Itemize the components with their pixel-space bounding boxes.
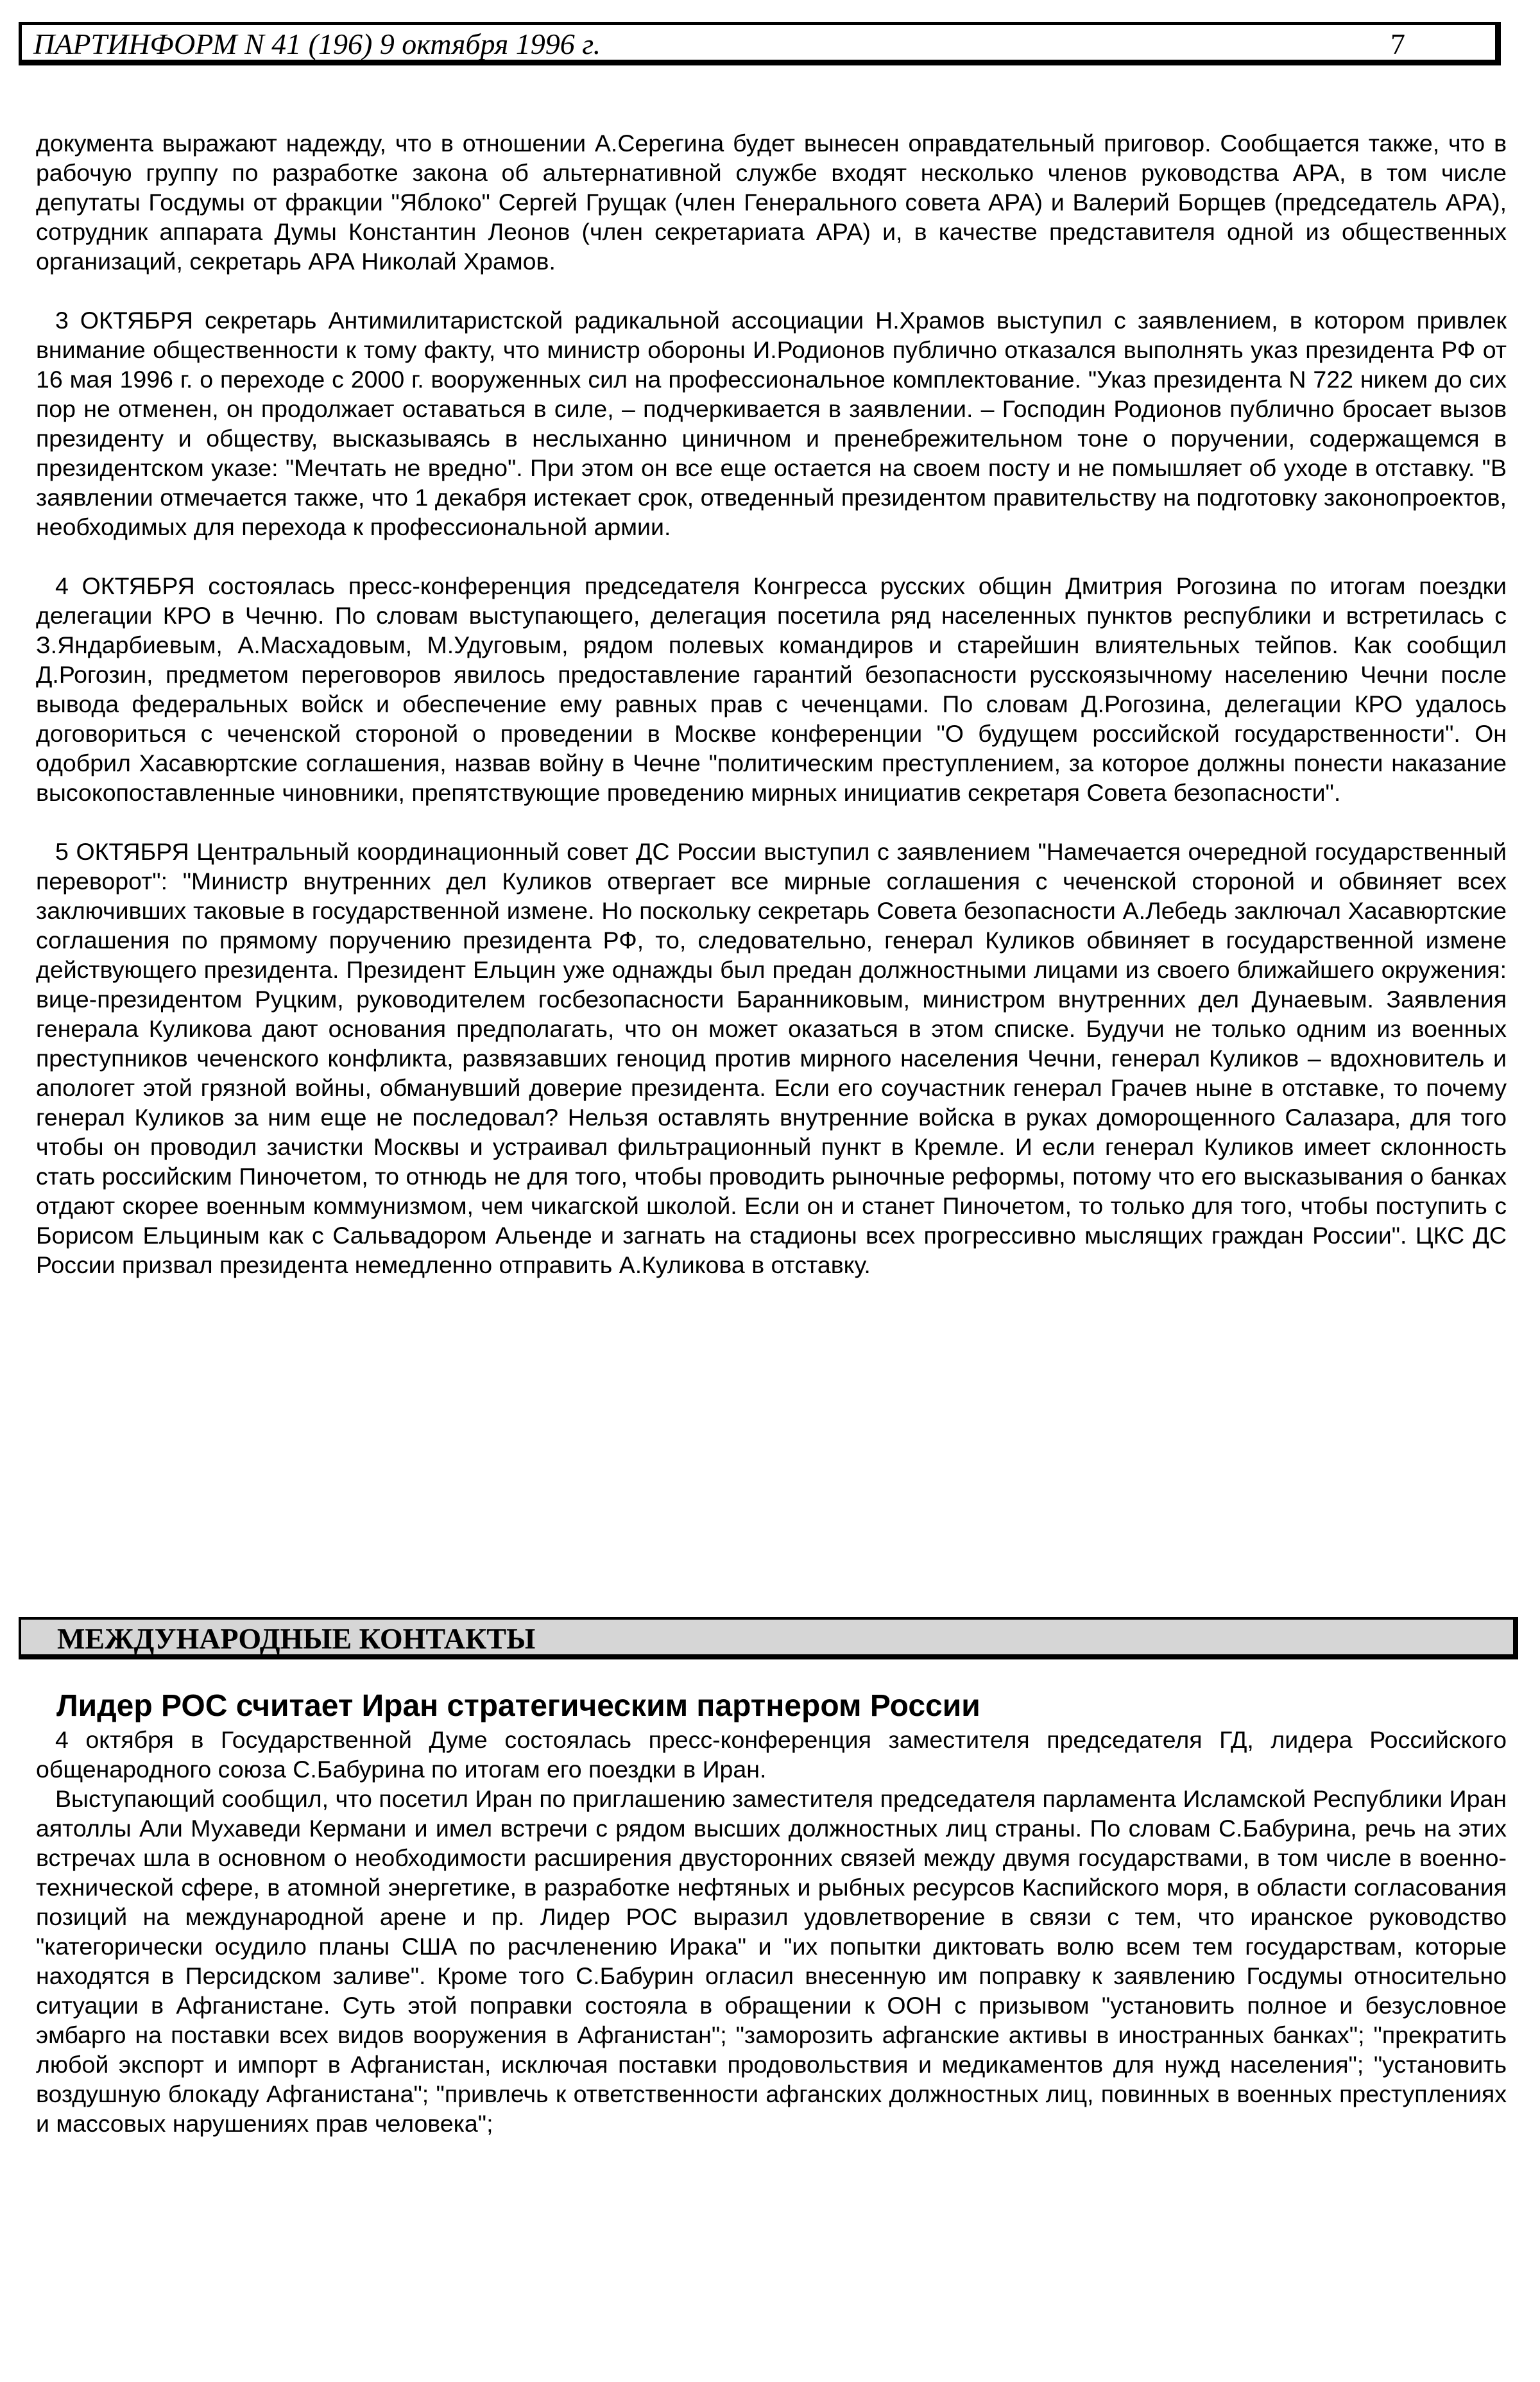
- news-paragraph-oct-4: 4 ОКТЯБРЯ состоялась пресс-конференция председателя Конгресса русских общин Дмитрия Рогозина по итогам поездки делегации КРО в Чечню. По словам выступающего, делегация посетила ряд населенных пунктов республики и встретилась с З.Яндарбиевым, А.Масхадовым, М.Удуговым, рядом полевых командиров и старейшин влиятельных тейпов. Как сообщил Д.Рогозин, предметом переговоров явилось предоставление гарантий безопасности русскоязычному населению Чечни после вывода федеральных войск и обеспечение ему равных прав с чеченцами. По словам Д.Рогозина, делегации КРО удалось договориться с чеченской стороной о проведении в Москве конференции "О будущем российской государственности". Он одобрил Хасавюртские соглашения, назвав войну в Чечне "политическим преступлением, за которое должны понести наказание высокопоставленные чиновники, препятствующие проведению мирных инициатив секретаря Совета безопасности".: [36, 572, 1507, 806]
- article-paragraph: 4 октября в Государственной Думе состоялась пресс-конференция заместителя председателя ГД, лидера Российского общенародного союза С.Бабурина по итогам его поездки в Иран.: [36, 1726, 1507, 1783]
- news-paragraph-oct-3: 3 ОКТЯБРЯ секретарь Антимилитаристской радикальной ассоциации Н.Храмов выступил с заявлением, в котором привлек внимание общественности к тому факту, что министр обороны И.Родионов публично отказался выполнять указ президента РФ от 16 мая 1996 г. о переходе с 2000 г. вооруженных сил на профессиональное комплектование. "Указ президента N 722 никем до сих пор не отменен, он продолжает оставаться в силе, – подчеркивается в заявлении. – Господин Родионов публично бросает вызов президенту и обществу, высказываясь в неслыханно циничном и пренебрежительном тоне о поручении, содержащемся в президентском указе: "Мечтать не вредно". При этом он все еще остается на своем посту и не помышляет об уходе в отставку. "В заявлении отмечается также, что 1 декабря истекает срок, отведенный президентом правительству на подготовку законопроектов, необходимых для перехода к профессиональной армии.: [36, 307, 1507, 540]
- section-header: [19, 1617, 1518, 1659]
- running-header: [19, 22, 1501, 65]
- news-column: [36, 128, 1507, 1309]
- article-body: [36, 1725, 1507, 2138]
- page-number: 7: [1390, 28, 1405, 60]
- article-paragraph: Выступающий сообщил, что посетил Иран по приглашению заместителя председателя парламента Исламской Республики Иран аятоллы Али Мухаведи Кермани и имел встречи с рядом высших должностных лиц страны. По словам С.Бабурина, речь на этих встречах шла в основном о необходимости расширения двусторонних связей между двумя государствами, в том числе в военно-технической сфере, в атомной энергетике, в разработке нефтяных и рыбных ресурсов Каспийского моря, в области согласования позиций на международной арене и пр. Лидер РОС выразил удовлетворение в связи с тем, что иранское руководство "категорически осудило планы США по расчленению Ирака" и "их попытки диктовать волю всем тем государствам, которые находятся в Персидском заливе". Кроме того С.Бабурин огласил внесенную им поправку к заявлению Госдумы относительно ситуации в Афганистане. Суть этой поправки состояла в обращении к ООН с призывом "установить полное и безусловное эмбарго на поставки всех видов вооружения в Афганистан"; "заморозить афганские активы в иностранных банках"; "прекратить любой экспорт и импорт в Афганистан, исключая поставки продовольствия и медикаментов для нужд населения"; "установить воздушную блокаду Афганистана"; "привлечь к ответственности афганских должностных лиц, повинных в военных преступлениях и массовых нарушениях прав человека";: [36, 1785, 1507, 2137]
- news-paragraph-continuation: документа выражают надежду, что в отношении А.Серегина будет вынесен оправдательный приговор. Сообщается также, что в рабочую группу по разработке закона об альтернативной службе входят несколько членов руководства АРА, в том числе депутаты Госдумы от фракции "Яблоко" Сергей Грущак (член Генерального совета АРА) и Валерий Борщев (председатель АРА), сотрудник аппарата Думы Константин Леонов (член секретариата АРА) и, в качестве представителя одной из общественных организаций, секретарь АРА Николай Храмов.: [36, 130, 1507, 275]
- publication-title: ПАРТИНФОРМ N 41 (196) 9 октября 1996 г.: [33, 28, 601, 60]
- section-title: МЕЖДУНАРОДНЫЕ КОНТАКТЫ: [57, 1622, 536, 1655]
- article-title: Лидер РОС считает Иран стратегическим партнером России: [56, 1689, 980, 1723]
- news-paragraph-oct-5: 5 ОКТЯБРЯ Центральный координационный совет ДС России выступил с заявлением "Намечается очередной государственный переворот": "Министр внутренних дел Куликов отвергает все мирные соглашения с чеченской стороной и обвиняет всех заключивших таковые в государственной измене. Но поскольку секретарь Совета безопасности А.Лебедь заключал Хасавюртские соглашения по прямому поручению президента РФ, то, следовательно, генерал Куликов обвиняет в государственной измене действующего президента. Президент Ельцин уже однажды был предан должностными лицами из своего ближайшего окружения: вице-президентом Руцким, руководителем госбезопасности Баранниковым, министром внутренних дел Дунаевым. Заявления генерала Куликова дают основания предполагать, что он может оказаться в этом списке. Будучи не только одним из военных преступников чеченского конфликта, развязавших геноцид против мирного населения Чечни, генерал Куликов – вдохновитель и апологет этой грязной войны, обманувший доверие президента. Если его соучастник генерал Грачев ныне в отставке, то почему генерал Куликов за ним еще не последовал? Нельзя оставлять внутренние войска в руках доморощенного Салазара, для того чтобы он проводил зачистки Москвы и устраивал фильтрационный пункт в Кремле. И если генерал Куликов имеет склонность стать российским Пиночетом, то отнюдь не для того, чтобы проводить рыночные реформы, потому что его высказывания о банках отдают скорее военным коммунизмом, чем чикагской школой. Если он и станет Пиночетом, то только для того, чтобы поступить с Борисом Ельциным как с Сальвадором Альенде и загнать на стадионы всех прогрессивно мыслящих граждан России". ЦКС ДС России призвал президента немедленно отправить А.Куликова в отставку.: [36, 838, 1507, 1278]
